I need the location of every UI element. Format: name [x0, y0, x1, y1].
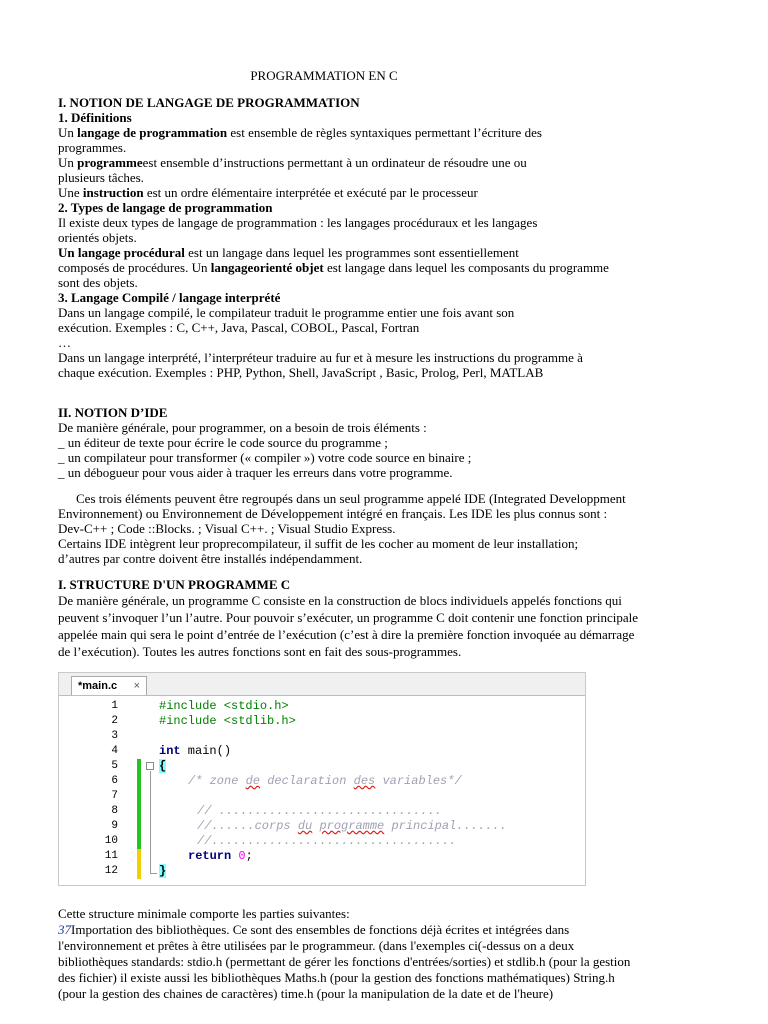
line-number: 12: [104, 865, 118, 877]
paragraph-line: des fichier) il existe aussi les bibliothèques Maths.h (pour la gestion des fonctions mathématiques) String.h: [58, 970, 615, 985]
paragraph-line: …: [58, 335, 71, 350]
section-heading: I. NOTION DE LANGAGE DE PROGRAMMATION: [58, 95, 360, 110]
fold-guide-end: [150, 873, 157, 874]
paragraph-line: Dans un langage compilé, le compilateur traduit le programme entier une fois avant son: [58, 305, 515, 320]
code-line: {: [159, 759, 167, 773]
paragraph-line: exécution. Exemples : C, C++, Java, Pascal, COBOL, Pascal, Fortran: [58, 320, 420, 335]
paragraph-line: Environnement) ou Environnement de Développement intégré en français. Les IDE les plus connus sont :: [58, 506, 608, 521]
tab-main-c[interactable]: [71, 676, 147, 695]
paragraph-line: de l’exécution). Toutes les autres fonctions sont en fait des sous-programmes.: [58, 644, 462, 659]
editor-tab-bar: [59, 673, 585, 696]
line-number: 3: [111, 730, 118, 742]
paragraph-line: Certains IDE intègrent leur proprecompilateur, il suffit de les cocher au moment de leur installation;: [58, 536, 579, 551]
list-item: _ un débogueur pour vous aider à traquer les erreurs dans votre programme.: [58, 465, 453, 480]
line-number: 4: [111, 745, 118, 757]
paragraph-line: Dans un langage interprété, l’interpréteur traduire au fur et à mesure les instructions du programme à: [58, 350, 583, 365]
code-comment: // ...............................: [197, 804, 442, 818]
paragraph-line: plusieurs tâches.: [58, 170, 144, 185]
subsection-heading: 2. Types de langage de programmation: [58, 200, 273, 215]
paragraph-line: Il existe deux types de langage de programmation : les langages procéduraux et les langages: [58, 215, 538, 230]
line-number: 10: [104, 835, 118, 847]
paragraph-line: peuvent s’invoquer l’un l’autre. Pour pouvoir s’exécuter, un programme C doit contenir une fonction principale: [58, 610, 638, 625]
code-comment: //......corps du programme principal.......: [197, 819, 507, 833]
line-number: 5: [111, 760, 118, 772]
paragraph-line: Ces trois éléments peuvent être regroupés dans un seul programme appelé IDE (Integrated Developpment: [76, 491, 626, 506]
paragraph-line: Une instruction est un ordre élémentaire interprétée et exécuté par le processeur: [58, 185, 478, 200]
fold-collapse-icon[interactable]: [146, 762, 154, 770]
code-line: int main(): [159, 744, 232, 758]
paragraph-line: composés de procédures. Un langageorienté objet est langage dans lequel les composants du programme: [58, 260, 609, 275]
section-heading: I. STRUCTURE D'UN PROGRAMME C: [58, 577, 291, 592]
line-number: 9: [111, 820, 118, 832]
code-line: #include <stdlib.h>: [159, 714, 296, 728]
paragraph-line: Dev-C++ ; Code ::Blocks. ; Visual C++. ; Visual Studio Express.: [58, 521, 396, 536]
paragraph-line: Cette structure minimale comporte les parties suivantes:: [58, 906, 350, 921]
code-comment: //..................................: [197, 834, 457, 848]
section-heading: II. NOTION D’IDE: [58, 405, 168, 420]
paragraph-line: De manière générale, un programme C consiste en la construction de blocs individuels appelés fonctions qui: [58, 593, 622, 608]
change-marker-saved: [137, 759, 141, 849]
page-title: PROGRAMMATION EN C: [250, 68, 398, 83]
paragraph-line: chaque exécution. Exemples : PHP, Python, Shell, JavaScript , Basic, Prolog, Perl, MATLAB: [58, 365, 544, 380]
paragraph-line: Un langage procédural est un langage dans lequel les programmes sont essentiellement: [58, 245, 519, 260]
code-comment: /* zone de declaration des variables*/: [188, 774, 462, 788]
paragraph-line: l'environnement et prêtes à être utilisées par le programmeur. (dans l'exemples ci(-dessus on a deux: [58, 938, 575, 953]
subsection-heading: 1. Définitions: [58, 110, 132, 125]
paragraph-line: orientés objets.: [58, 230, 137, 245]
paragraph-line: De manière générale, pour programmer, on a besoin de trois éléments :: [58, 420, 427, 435]
paragraph-line: programmes.: [58, 140, 127, 155]
code-line: return 0;: [188, 849, 253, 863]
subsection-heading: 3. Langage Compilé / langage interprété: [58, 290, 281, 305]
line-number: 2: [111, 715, 118, 727]
list-item: _ un éditeur de texte pour écrire le code source du programme ;: [58, 435, 388, 450]
paragraph-line: Un langage de programmation est ensemble de règles syntaxiques permettant l’écriture des: [58, 125, 542, 140]
paragraph-line: (pour la gestion des chaines de caractères) time.h (pour la manipulation de la date et de l'heure): [58, 986, 554, 1001]
code-line: }: [159, 864, 167, 878]
paragraph-line: sont des objets.: [58, 275, 138, 290]
line-number: 11: [104, 850, 118, 862]
line-number: 7: [111, 790, 118, 802]
line-number: 1: [111, 700, 118, 712]
paragraph-line: Un programmeest ensemble d’instructions permettant à un ordinateur de résoudre une ou: [58, 155, 527, 170]
line-number: 8: [111, 805, 118, 817]
list-item: 37Importation des bibliothèques. Ce sont des ensembles de fonctions déjà écrites et intégrées dans: [58, 922, 570, 937]
paragraph-line: appelée main qui sera le point d’entrée de l’exécution (c’est à dire la première fonction invoquée au démarrage: [58, 627, 635, 642]
line-number: 6: [111, 775, 118, 787]
tab-label: *main.c: [78, 680, 118, 692]
list-item: _ un compilateur pour transformer (« compiler ») votre code source en binaire ;: [58, 450, 472, 465]
fold-guide-line: [150, 771, 151, 874]
close-icon[interactable]: ×: [133, 680, 140, 692]
code-line: #include <stdio.h>: [159, 699, 289, 713]
paragraph-line: bibliothèques standards: stdio.h (permettant de gérer les fonctions d'entrées/sorties) et stdlib.h (pour la gestion: [58, 954, 631, 969]
paragraph-line: d’autres par contre doivent être installés indépendamment.: [58, 551, 363, 566]
change-marker-unsaved: [137, 849, 141, 879]
